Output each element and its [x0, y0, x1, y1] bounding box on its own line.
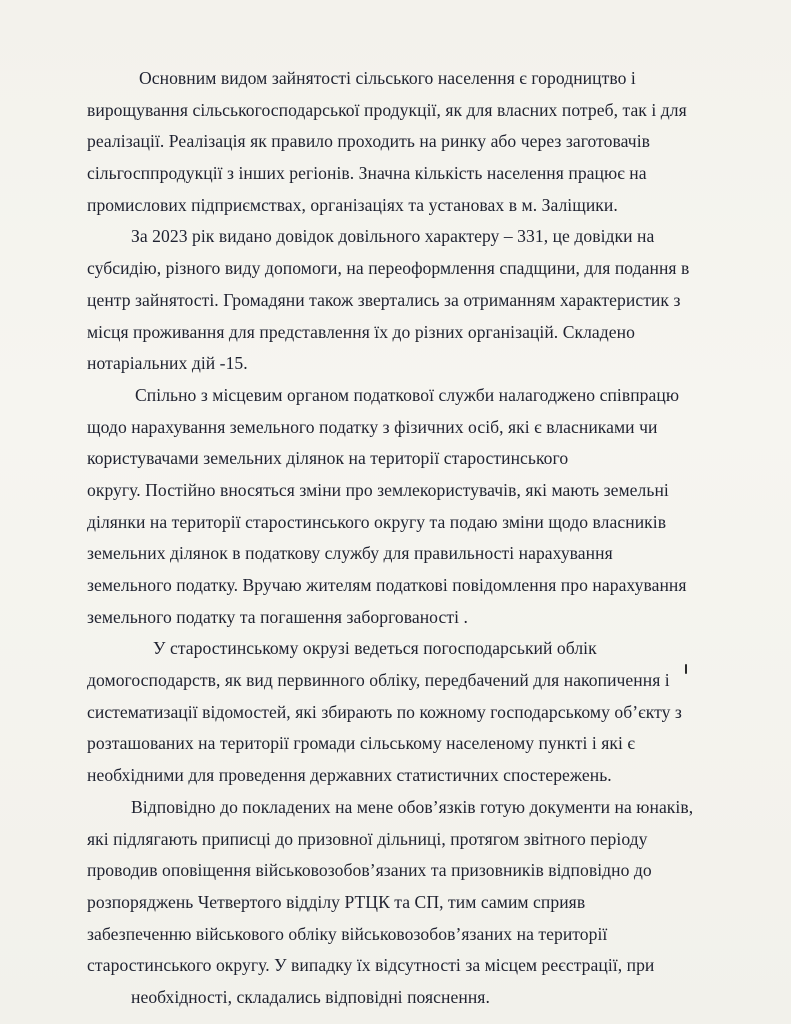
- text-line: які підлягають приписці до призовної дільниці, протягом звітного періоду: [87, 829, 648, 849]
- text-line: Спільно з місцевим органом податкової служби налагоджено співпрацю: [135, 385, 680, 405]
- text-line: За 2023 рік видано довідок довільного характеру – 331, це довідки на: [131, 226, 655, 246]
- text-line: нотаріальних дій -15.: [87, 353, 248, 373]
- text-line: У старостинському окрузі ведеться погосподарський облік: [153, 638, 597, 658]
- text-line: старостинського округу. У випадку їх відсутності за місцем реєстрації, при: [87, 955, 655, 975]
- text-line: земельних ділянок в податкову службу для правильності нарахування: [87, 543, 613, 563]
- text-line: ділянки на території старостинського округу та подаю зміни щодо власників: [87, 512, 667, 532]
- text-line: необхідними для проведення державних статистичних спостережень.: [87, 765, 612, 785]
- text-line: субсидію, різного виду допомоги, на переоформлення спадщини, для подання в: [87, 258, 690, 278]
- text-line: округу. Постійно вносяться зміни про землекористувачів, які мають земельні: [87, 480, 669, 500]
- text-line: реалізації. Реалізація як правило проходить на ринку або через заготовачів: [87, 131, 650, 151]
- text-line: розташованих на території громади сільському населеному пункті і які є: [87, 733, 635, 753]
- text-line: центр зайнятості. Громадяни також звертались за отриманням характеристик з: [87, 290, 681, 310]
- text-line: домогосподарств, як вид первинного обліку, передбачений для накопичення і: [87, 670, 670, 690]
- text-line: проводив оповіщення військовозобов’язаних та призовників відповідно до: [87, 860, 652, 880]
- text-line: промислових підприємствах, організаціях та установах в м. Заліщики.: [87, 195, 618, 215]
- text-line: необхідності, складались відповідні пояснення.: [131, 987, 490, 1007]
- scan-speck: [685, 664, 687, 674]
- text-line: систематизації відомостей, які збирають по кожному господарському об’єкту з: [87, 702, 682, 722]
- text-line: щодо нарахування земельного податку з фізичних осіб, які є власниками чи: [87, 417, 658, 437]
- text-line: користувачами земельних ділянок на території старостинського: [87, 448, 569, 468]
- text-line: Основним видом зайнятості сільського населення є городництво і: [139, 68, 636, 88]
- text-line: розпоряджень Четвертого відділу РТЦК та СП, тим самим сприяв: [87, 892, 586, 912]
- text-line: вирощування сільськогосподарської продукції, як для власних потреб, так і для: [87, 100, 687, 120]
- text-line: забезпеченню військового обліку військовозобов’язаних на території: [87, 924, 608, 944]
- text-line: місця проживання для представлення їх до різних організацій. Складено: [87, 322, 635, 342]
- text-line: Відповідно до покладених на мене обов’язків готую документи на юнаків,: [131, 797, 694, 817]
- text-line: сільгосппродукції з інших регіонів. Значна кількість населення працює на: [87, 163, 647, 183]
- text-line: земельного податку. Вручаю жителям податкові повідомлення про нарахування: [87, 575, 687, 595]
- text-line: земельного податку та погашення заборгованості .: [87, 607, 468, 627]
